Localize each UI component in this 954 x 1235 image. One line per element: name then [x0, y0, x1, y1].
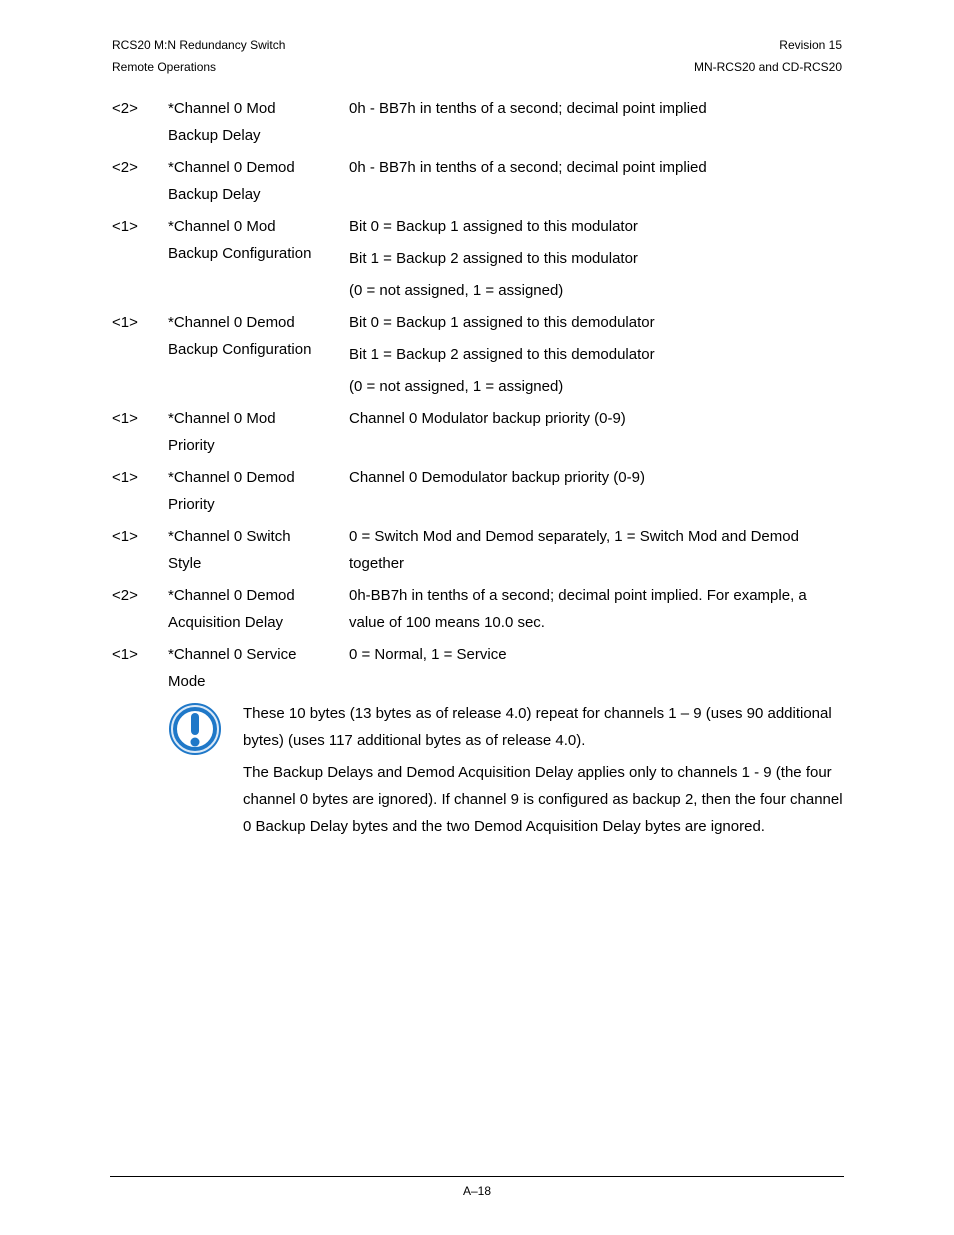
field-name — [168, 309, 349, 400]
description-line: Bit 1 = Backup 2 assigned to this demodulator — [349, 346, 655, 363]
byte-count: <1> — [112, 314, 138, 331]
table-row — [112, 582, 844, 636]
field-name — [168, 641, 349, 695]
field-name-line: Priority — [168, 437, 215, 454]
field-name-line: *Channel 0 Demod — [168, 159, 295, 176]
table-row — [112, 309, 844, 400]
field-description — [349, 405, 844, 459]
field-description — [349, 213, 844, 304]
header-revision: Revision 15 — [779, 38, 842, 52]
table-row — [112, 641, 844, 695]
field-name-line: *Channel 0 Demod — [168, 587, 295, 604]
description-line: Bit 0 = Backup 1 assigned to this modulator — [349, 218, 638, 235]
byte-count: <1> — [112, 410, 138, 427]
field-name-line: Backup Configuration — [168, 245, 312, 262]
field-name-line: *Channel 0 Service — [168, 646, 297, 663]
field-name — [168, 582, 349, 636]
field-description — [349, 582, 844, 636]
field-description — [349, 154, 844, 208]
important-note — [168, 700, 844, 845]
description-line: (0 = not assigned, 1 = assigned) — [349, 282, 564, 299]
field-name-line: Backup Delay — [168, 127, 261, 144]
byte-count: <1> — [112, 646, 138, 663]
field-name-line: *Channel 0 Mod — [168, 410, 276, 427]
field-name — [168, 464, 349, 518]
field-name — [168, 213, 349, 304]
field-name-line: *Channel 0 Demod — [168, 314, 295, 331]
field-name-line: Mode — [168, 673, 206, 690]
table-row — [112, 95, 844, 149]
description-line: Channel 0 Modulator backup priority (0-9) — [349, 410, 626, 427]
description-line: 0 = Normal, 1 = Service — [349, 646, 507, 663]
field-name — [168, 154, 349, 208]
byte-count: <2> — [112, 159, 138, 176]
field-description — [349, 95, 844, 149]
field-name-line: Acquisition Delay — [168, 614, 284, 631]
description-line: Bit 0 = Backup 1 assigned to this demodulator — [349, 314, 655, 331]
description-line: 0h-BB7h in tenths of a second; decimal point implied. For example, a value of 100 means 10.0 sec. — [349, 587, 807, 631]
header-section-title: Remote Operations — [112, 60, 217, 74]
field-description — [349, 523, 844, 577]
byte-count: <1> — [112, 469, 138, 486]
description-line: Channel 0 Demodulator backup priority (0-9) — [349, 469, 645, 486]
field-name-line: Backup Configuration — [168, 341, 312, 358]
table-row — [112, 523, 844, 577]
header-doc-number: MN-RCS20 and CD-RCS20 — [693, 60, 842, 74]
field-name-line: *Channel 0 Mod — [168, 100, 276, 117]
field-name — [168, 523, 349, 577]
exclamation-circle-icon — [168, 700, 243, 845]
field-description — [349, 641, 844, 695]
description-line: 0h - BB7h in tenths of a second; decimal point implied — [349, 159, 707, 176]
description-line: 0 = Switch Mod and Demod separately, 1 = Switch Mod and Demod together — [349, 528, 799, 572]
field-name-line: *Channel 0 Switch — [168, 528, 291, 545]
header-product-title: RCS20 M:N Redundancy Switch — [112, 38, 286, 52]
byte-count: <2> — [112, 587, 138, 604]
field-name-line: Priority — [168, 496, 215, 513]
byte-count: <1> — [112, 528, 138, 545]
note-text — [243, 700, 844, 845]
page-number: A–18 — [462, 1184, 492, 1198]
field-description — [349, 464, 844, 518]
description-line: 0h - BB7h in tenths of a second; decimal point implied — [349, 100, 707, 117]
table-row — [112, 154, 844, 208]
description-line: (0 = not assigned, 1 = assigned) — [349, 378, 564, 395]
footer-divider — [110, 1176, 844, 1177]
byte-count: <1> — [112, 218, 138, 235]
note-paragraph: The Backup Delays and Demod Acquisition Delay applies only to channels 1 - 9 (the four channel 0 bytes are ignored). If channel 9 is configured as backup 2, then the four channel 0 Backup Delay bytes and the two Demod Acquisition Delay bytes are ignored. — [243, 764, 843, 835]
note-paragraph: These 10 bytes (13 bytes as of release 4.0) repeat for channels 1 – 9 (uses 90 additional bytes) (uses 117 additional bytes as of release 4.0). — [243, 705, 832, 749]
field-name-line: *Channel 0 Mod — [168, 218, 276, 235]
byte-count: <2> — [112, 100, 138, 117]
field-name-line: Style — [168, 555, 202, 572]
description-line: Bit 1 = Backup 2 assigned to this modulator — [349, 250, 638, 267]
table-row — [112, 464, 844, 518]
field-name — [168, 405, 349, 459]
byte-table — [112, 95, 844, 845]
field-description — [349, 309, 844, 400]
field-name-line: Backup Delay — [168, 186, 261, 203]
table-row — [112, 213, 844, 304]
field-name — [168, 95, 349, 149]
table-row — [112, 405, 844, 459]
field-name-line: *Channel 0 Demod — [168, 469, 295, 486]
